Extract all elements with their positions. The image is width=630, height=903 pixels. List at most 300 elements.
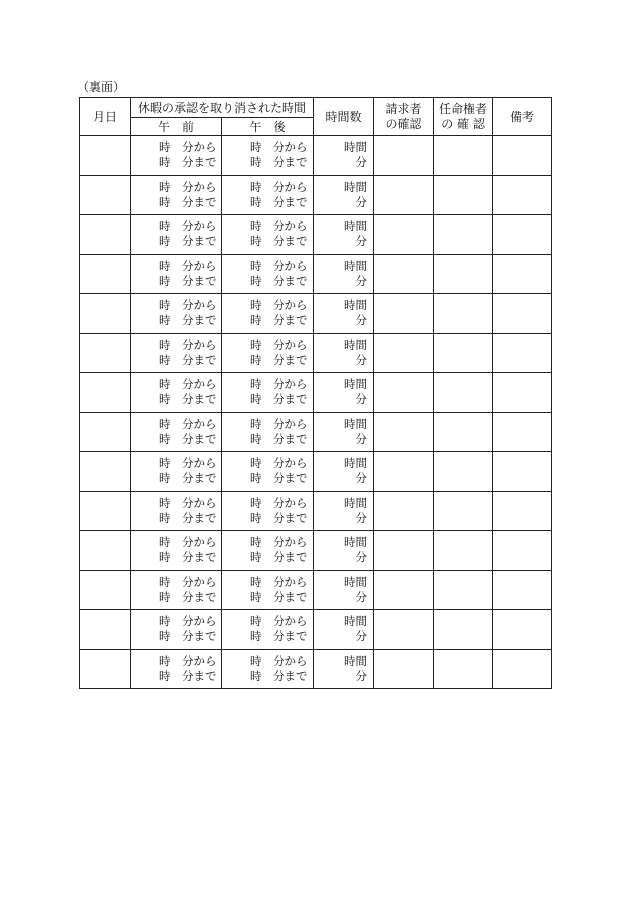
- am-time-cell-from-line: [159, 535, 221, 550]
- hour-label: 時: [159, 431, 171, 446]
- hour-label: 時: [250, 219, 262, 234]
- remarks-cell: [493, 136, 552, 176]
- hour-label: 時: [250, 352, 262, 367]
- date-cell: [80, 491, 131, 531]
- minutes-to-label: 分まで: [182, 431, 217, 446]
- hour-label: 時: [159, 140, 171, 155]
- page-side-label: （裏面）: [77, 80, 126, 94]
- hours-cell: [314, 333, 374, 373]
- minutes-to-label: 分まで: [273, 589, 308, 604]
- am-time-cell-to-line: [159, 392, 221, 407]
- pm-time-cell-from-line: [250, 456, 313, 471]
- hours-cell: [314, 412, 374, 452]
- am-time-cell-from-line: [159, 140, 221, 155]
- hours-unit-label: 時間: [344, 337, 368, 352]
- am-time-cell: [131, 373, 222, 413]
- requester-confirm-cell: [374, 452, 434, 492]
- remarks-cell: [493, 491, 552, 531]
- hour-label: 時: [159, 392, 171, 407]
- minutes-from-label: 分から: [182, 337, 217, 352]
- hour-label: 時: [250, 377, 262, 392]
- am-time-cell-from-line: [159, 219, 221, 234]
- requester-confirm-cell: [374, 175, 434, 215]
- minutes-unit-label: 分: [355, 313, 368, 328]
- requester-confirm-cell: [374, 570, 434, 610]
- am-time-cell-from-line: [159, 180, 221, 195]
- hour-label: 時: [159, 377, 171, 392]
- pm-time-cell-from-line: [250, 219, 313, 234]
- minutes-from-label: 分から: [273, 456, 308, 471]
- pm-time-cell-to-line: [250, 195, 313, 210]
- am-time-cell: [131, 452, 222, 492]
- hours-unit-label: 時間: [344, 258, 368, 273]
- pm-time-cell-from-line: [250, 298, 313, 313]
- am-time-cell-from-line: [159, 456, 221, 471]
- hour-label: 時: [159, 653, 171, 668]
- am-time-cell-to-line: [159, 550, 221, 565]
- hour-label: 時: [159, 589, 171, 604]
- am-time-cell-from-line: [159, 338, 221, 353]
- minutes-unit-label: 分: [355, 668, 368, 683]
- minutes-from-label: 分から: [182, 416, 217, 431]
- hours-unit-label: 時間: [344, 653, 368, 668]
- hours-cell: [314, 175, 374, 215]
- hour-label: 時: [159, 258, 171, 273]
- hours-cell: [314, 649, 374, 689]
- am-time-cell-from-line: [159, 259, 221, 274]
- hour-label: 時: [159, 337, 171, 352]
- pm-time-cell-from-line: [250, 259, 313, 274]
- hour-label: 時: [250, 535, 262, 550]
- appointer-confirm-cell: [434, 175, 493, 215]
- date-cell: [80, 610, 131, 650]
- header-requester-line2: の確認: [385, 116, 422, 131]
- minutes-unit-label: 分: [355, 194, 368, 209]
- hour-label: 時: [250, 510, 262, 525]
- am-time-cell-to-line: [159, 432, 221, 447]
- hour-label: 時: [250, 471, 262, 486]
- hour-label: 時: [250, 313, 262, 328]
- minutes-to-label: 分まで: [182, 273, 217, 288]
- minutes-from-label: 分から: [182, 140, 217, 155]
- hour-label: 時: [159, 456, 171, 471]
- minutes-to-label: 分まで: [182, 392, 217, 407]
- hours-unit-label: 時間: [344, 416, 368, 431]
- am-time-cell: [131, 570, 222, 610]
- hour-label: 時: [250, 194, 262, 209]
- pm-time-cell-to-line: [250, 353, 313, 368]
- minutes-from-label: 分から: [182, 574, 217, 589]
- remarks-cell: [493, 610, 552, 650]
- hour-label: 時: [250, 234, 262, 249]
- minutes-from-label: 分から: [273, 219, 308, 234]
- hour-label: 時: [250, 495, 262, 510]
- minutes-to-label: 分まで: [182, 510, 217, 525]
- minutes-from-label: 分から: [182, 495, 217, 510]
- table-row: [80, 175, 552, 215]
- table-row: [80, 610, 552, 650]
- minutes-unit-label: 分: [355, 155, 368, 170]
- am-time-cell: [131, 412, 222, 452]
- hour-label: 時: [250, 456, 262, 471]
- remarks-cell: [493, 333, 552, 373]
- am-time-cell-to-line: [159, 155, 221, 170]
- am-time-cell-from-line: [159, 614, 221, 629]
- minutes-from-label: 分から: [273, 495, 308, 510]
- date-cell: [80, 333, 131, 373]
- minutes-from-label: 分から: [273, 337, 308, 352]
- pm-time-cell-from-line: [250, 180, 313, 195]
- pm-time-cell-to-line: [250, 432, 313, 447]
- appointer-confirm-cell: [434, 531, 493, 571]
- am-time-cell-to-line: [159, 590, 221, 605]
- remarks-cell: [493, 254, 552, 294]
- header-date: 月日: [80, 98, 131, 136]
- table-row: [80, 254, 552, 294]
- minutes-from-label: 分から: [273, 535, 308, 550]
- minutes-to-label: 分まで: [182, 313, 217, 328]
- hours-cell: [314, 491, 374, 531]
- hour-label: 時: [250, 431, 262, 446]
- am-time-cell-to-line: [159, 313, 221, 328]
- date-cell: [80, 570, 131, 610]
- pm-time-cell-to-line: [250, 629, 313, 644]
- hour-label: 時: [250, 550, 262, 565]
- pm-time-cell-to-line: [250, 155, 313, 170]
- minutes-to-label: 分まで: [182, 194, 217, 209]
- pm-time-cell-from-line: [250, 614, 313, 629]
- pm-time-cell: [222, 294, 314, 334]
- hours-cell: [314, 254, 374, 294]
- table-row: [80, 452, 552, 492]
- table-row: [80, 373, 552, 413]
- pm-time-cell-to-line: [250, 471, 313, 486]
- pm-time-cell: [222, 491, 314, 531]
- appointer-confirm-cell: [434, 294, 493, 334]
- hours-cell: [314, 136, 374, 176]
- minutes-to-label: 分まで: [182, 668, 217, 683]
- hour-label: 時: [250, 653, 262, 668]
- minutes-to-label: 分まで: [273, 668, 308, 683]
- minutes-to-label: 分まで: [182, 352, 217, 367]
- requester-confirm-cell: [374, 254, 434, 294]
- minutes-to-label: 分まで: [273, 629, 308, 644]
- pm-time-cell-to-line: [250, 550, 313, 565]
- hours-cell: [314, 610, 374, 650]
- pm-time-cell-from-line: [250, 575, 313, 590]
- hour-label: 時: [159, 273, 171, 288]
- requester-confirm-cell: [374, 136, 434, 176]
- date-cell: [80, 175, 131, 215]
- remarks-cell: [493, 373, 552, 413]
- hours-unit-label: 時間: [344, 456, 368, 471]
- minutes-from-label: 分から: [182, 377, 217, 392]
- am-time-cell-to-line: [159, 353, 221, 368]
- minutes-to-label: 分まで: [273, 510, 308, 525]
- minutes-to-label: 分まで: [273, 550, 308, 565]
- pm-time-cell-from-line: [250, 535, 313, 550]
- header-appointer-line2: の 確 認: [441, 116, 485, 131]
- minutes-to-label: 分まで: [273, 313, 308, 328]
- minutes-to-label: 分まで: [182, 629, 217, 644]
- pm-time-cell-from-line: [250, 140, 313, 155]
- minutes-to-label: 分まで: [273, 471, 308, 486]
- hour-label: 時: [159, 416, 171, 431]
- appointer-confirm-cell: [434, 570, 493, 610]
- hour-label: 時: [159, 234, 171, 249]
- minutes-unit-label: 分: [355, 629, 368, 644]
- appointer-confirm-cell: [434, 412, 493, 452]
- hour-label: 時: [159, 155, 171, 170]
- remarks-cell: [493, 452, 552, 492]
- am-time-cell-from-line: [159, 654, 221, 669]
- minutes-unit-label: 分: [355, 352, 368, 367]
- minutes-unit-label: 分: [355, 234, 368, 249]
- table-row: [80, 491, 552, 531]
- hour-label: 時: [250, 337, 262, 352]
- am-time-cell-to-line: [159, 274, 221, 289]
- requester-confirm-cell: [374, 412, 434, 452]
- minutes-to-label: 分まで: [273, 352, 308, 367]
- hour-label: 時: [159, 550, 171, 565]
- appointer-confirm-cell: [434, 136, 493, 176]
- minutes-to-label: 分まで: [273, 392, 308, 407]
- hour-label: 時: [159, 629, 171, 644]
- hour-label: 時: [250, 155, 262, 170]
- am-time-cell: [131, 136, 222, 176]
- am-time-cell-to-line: [159, 471, 221, 486]
- hour-label: 時: [159, 668, 171, 683]
- hour-label: 時: [159, 495, 171, 510]
- pm-time-cell: [222, 254, 314, 294]
- remarks-cell: [493, 570, 552, 610]
- minutes-unit-label: 分: [355, 589, 368, 604]
- pm-time-cell-from-line: [250, 654, 313, 669]
- date-cell: [80, 649, 131, 689]
- minutes-from-label: 分から: [273, 574, 308, 589]
- hours-unit-label: 時間: [344, 219, 368, 234]
- appointer-confirm-cell: [434, 610, 493, 650]
- hour-label: 時: [159, 219, 171, 234]
- table-row: [80, 531, 552, 571]
- requester-confirm-cell: [374, 531, 434, 571]
- am-time-cell: [131, 333, 222, 373]
- date-cell: [80, 215, 131, 255]
- pm-time-cell-to-line: [250, 313, 313, 328]
- pm-time-cell-to-line: [250, 274, 313, 289]
- date-cell: [80, 254, 131, 294]
- requester-confirm-cell: [374, 294, 434, 334]
- am-time-cell: [131, 175, 222, 215]
- header-pm: 午 後: [222, 118, 314, 136]
- minutes-from-label: 分から: [182, 456, 217, 471]
- minutes-unit-label: 分: [355, 273, 368, 288]
- minutes-to-label: 分まで: [182, 155, 217, 170]
- hours-cell: [314, 570, 374, 610]
- hour-label: 時: [250, 298, 262, 313]
- am-time-cell-from-line: [159, 575, 221, 590]
- am-time-cell: [131, 491, 222, 531]
- am-time-cell-from-line: [159, 417, 221, 432]
- header-cancelled-time: 休暇の承認を取り消された時間: [131, 98, 314, 118]
- hour-label: 時: [159, 614, 171, 629]
- minutes-to-label: 分まで: [182, 234, 217, 249]
- minutes-from-label: 分から: [182, 535, 217, 550]
- minutes-from-label: 分から: [273, 377, 308, 392]
- pm-time-cell: [222, 649, 314, 689]
- pm-time-cell-from-line: [250, 338, 313, 353]
- minutes-unit-label: 分: [355, 550, 368, 565]
- hour-label: 時: [250, 668, 262, 683]
- pm-time-cell-to-line: [250, 590, 313, 605]
- requester-confirm-cell: [374, 491, 434, 531]
- table-row: [80, 136, 552, 176]
- hour-label: 時: [250, 614, 262, 629]
- header-hours: 時間数: [314, 98, 374, 136]
- appointer-confirm-cell: [434, 452, 493, 492]
- minutes-from-label: 分から: [182, 219, 217, 234]
- pm-time-cell-from-line: [250, 417, 313, 432]
- remarks-cell: [493, 531, 552, 571]
- hour-label: 時: [250, 273, 262, 288]
- pm-time-cell: [222, 452, 314, 492]
- appointer-confirm-cell: [434, 215, 493, 255]
- hour-label: 時: [250, 629, 262, 644]
- requester-confirm-cell: [374, 610, 434, 650]
- minutes-from-label: 分から: [273, 653, 308, 668]
- am-time-cell: [131, 254, 222, 294]
- hours-unit-label: 時間: [344, 574, 368, 589]
- hour-label: 時: [159, 194, 171, 209]
- header-requester-confirm: [374, 98, 434, 136]
- minutes-unit-label: 分: [355, 431, 368, 446]
- hour-label: 時: [159, 574, 171, 589]
- hour-label: 時: [250, 179, 262, 194]
- hour-label: 時: [250, 392, 262, 407]
- minutes-to-label: 分まで: [273, 234, 308, 249]
- pm-time-cell-to-line: [250, 669, 313, 684]
- date-cell: [80, 373, 131, 413]
- hour-label: 時: [159, 298, 171, 313]
- minutes-from-label: 分から: [273, 140, 308, 155]
- am-time-cell-to-line: [159, 195, 221, 210]
- hour-label: 時: [250, 574, 262, 589]
- hours-cell: [314, 294, 374, 334]
- hours-unit-label: 時間: [344, 614, 368, 629]
- minutes-to-label: 分まで: [273, 431, 308, 446]
- minutes-from-label: 分から: [273, 614, 308, 629]
- table-row: [80, 215, 552, 255]
- appointer-confirm-cell: [434, 333, 493, 373]
- appointer-confirm-cell: [434, 254, 493, 294]
- am-time-cell-from-line: [159, 377, 221, 392]
- pm-time-cell-to-line: [250, 392, 313, 407]
- date-cell: [80, 412, 131, 452]
- minutes-to-label: 分まで: [182, 471, 217, 486]
- hours-cell: [314, 215, 374, 255]
- am-time-cell-from-line: [159, 298, 221, 313]
- table-row: [80, 294, 552, 334]
- remarks-cell: [493, 294, 552, 334]
- hours-cell: [314, 452, 374, 492]
- hour-label: 時: [250, 416, 262, 431]
- requester-confirm-cell: [374, 333, 434, 373]
- table-body: [80, 136, 552, 689]
- hours-unit-label: 時間: [344, 535, 368, 550]
- hour-label: 時: [159, 352, 171, 367]
- remarks-cell: [493, 649, 552, 689]
- pm-time-cell: [222, 531, 314, 571]
- hour-label: 時: [159, 313, 171, 328]
- header-remarks: 備考: [493, 98, 552, 136]
- appointer-confirm-cell: [434, 373, 493, 413]
- minutes-to-label: 分まで: [182, 589, 217, 604]
- table-row: [80, 649, 552, 689]
- am-time-cell-to-line: [159, 234, 221, 249]
- hours-unit-label: 時間: [344, 495, 368, 510]
- requester-confirm-cell: [374, 649, 434, 689]
- header-appointer-confirm: [434, 98, 493, 136]
- pm-time-cell: [222, 175, 314, 215]
- minutes-from-label: 分から: [182, 258, 217, 273]
- remarks-cell: [493, 175, 552, 215]
- header-am: 午 前: [131, 118, 222, 136]
- pm-time-cell-to-line: [250, 511, 313, 526]
- table-header: [80, 98, 552, 136]
- am-time-cell-to-line: [159, 629, 221, 644]
- pm-time-cell: [222, 136, 314, 176]
- hours-unit-label: 時間: [344, 298, 368, 313]
- header-appointer-line1: 任命権者: [439, 101, 488, 116]
- am-time-cell-from-line: [159, 496, 221, 511]
- pm-time-cell: [222, 333, 314, 373]
- appointer-confirm-cell: [434, 491, 493, 531]
- am-time-cell-to-line: [159, 669, 221, 684]
- minutes-to-label: 分まで: [182, 550, 217, 565]
- minutes-unit-label: 分: [355, 510, 368, 525]
- minutes-from-label: 分から: [273, 298, 308, 313]
- hours-cell: [314, 531, 374, 571]
- minutes-from-label: 分から: [273, 258, 308, 273]
- cancelled-leave-table: [79, 97, 552, 689]
- pm-time-cell: [222, 610, 314, 650]
- pm-time-cell: [222, 373, 314, 413]
- requester-confirm-cell: [374, 215, 434, 255]
- hour-label: 時: [250, 589, 262, 604]
- hours-unit-label: 時間: [344, 377, 368, 392]
- hour-label: 時: [159, 471, 171, 486]
- pm-time-cell: [222, 570, 314, 610]
- pm-time-cell-from-line: [250, 496, 313, 511]
- requester-confirm-cell: [374, 373, 434, 413]
- am-time-cell: [131, 649, 222, 689]
- remarks-cell: [493, 215, 552, 255]
- hour-label: 時: [159, 535, 171, 550]
- minutes-from-label: 分から: [182, 179, 217, 194]
- remarks-cell: [493, 412, 552, 452]
- pm-time-cell: [222, 412, 314, 452]
- am-time-cell: [131, 610, 222, 650]
- hours-unit-label: 時間: [344, 179, 368, 194]
- hour-label: 時: [250, 140, 262, 155]
- date-cell: [80, 452, 131, 492]
- hour-label: 時: [250, 258, 262, 273]
- hour-label: 時: [159, 510, 171, 525]
- appointer-confirm-cell: [434, 649, 493, 689]
- minutes-unit-label: 分: [355, 392, 368, 407]
- am-time-cell: [131, 215, 222, 255]
- minutes-from-label: 分から: [273, 179, 308, 194]
